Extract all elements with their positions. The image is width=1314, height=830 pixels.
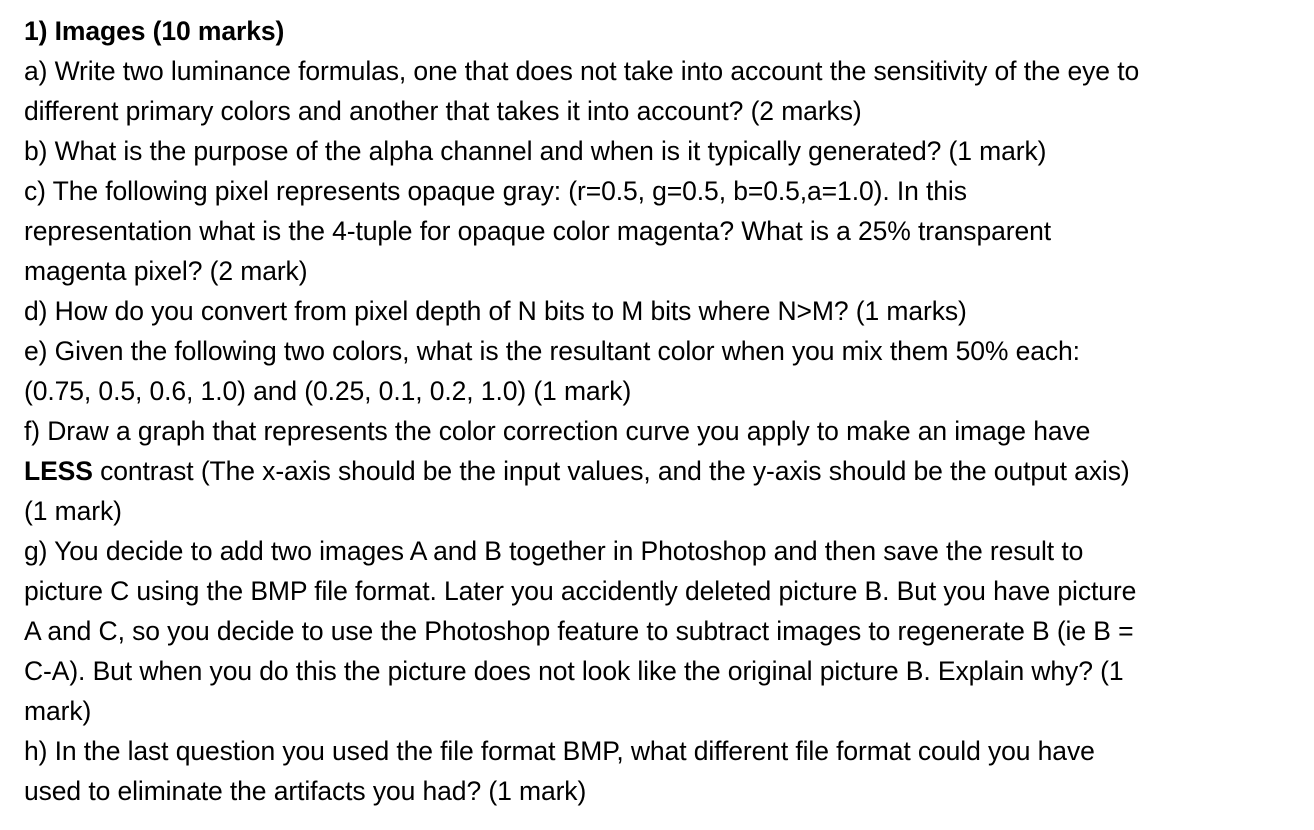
question-b	[24, 131, 1294, 171]
question-f	[24, 411, 1294, 531]
question-h	[24, 731, 1294, 811]
question-e-line-1: e) Given the following two colors, what is the resultant color when you mix them 50% each:	[24, 336, 1080, 366]
question-g-line-5: mark)	[24, 696, 92, 726]
question-f-line-3: (1 mark)	[24, 496, 122, 526]
question-d-line-1: d) How do you convert from pixel depth of N bits to M bits where N>M? (1 marks)	[24, 296, 967, 326]
section-heading: 1) Images (10 marks)	[24, 16, 285, 46]
question-a-line-2: different primary colors and another that takes it into account? (2 marks)	[24, 96, 862, 126]
question-h-line-2: used to eliminate the artifacts you had? (1 mark)	[24, 776, 587, 806]
question-e-line-2: (0.75, 0.5, 0.6, 1.0) and (0.25, 0.1, 0.2, 1.0) (1 mark)	[24, 376, 632, 406]
question-c-line-3: magenta pixel? (2 mark)	[24, 256, 308, 286]
question-g	[24, 531, 1294, 731]
question-h-line-1: h) In the last question you used the file format BMP, what different file format could you have	[24, 736, 1095, 766]
question-a-line-1: a) Write two luminance formulas, one that does not take into account the sensitivity of the eye to	[24, 56, 1140, 86]
question-d	[24, 291, 1294, 331]
question-c-line-2: representation what is the 4-tuple for opaque color magenta? What is a 25% transparent	[24, 216, 1051, 246]
question-g-line-1: g) You decide to add two images A and B together in Photoshop and then save the result to	[24, 536, 1084, 566]
question-c	[24, 171, 1294, 291]
question-e	[24, 331, 1294, 411]
question-g-line-4: C-A). But when you do this the picture does not look like the original picture B. Explain why? (1	[24, 656, 1124, 686]
emphasis-less: LESS	[24, 456, 93, 486]
question-a	[24, 51, 1294, 131]
question-b-line-1: b) What is the purpose of the alpha channel and when is it typically generated? (1 mark)	[24, 136, 1047, 166]
question-f-line-1: f) Draw a graph that represents the color correction curve you apply to make an image have	[24, 416, 1091, 446]
question-f-line-2-rest: contrast (The x-axis should be the input values, and the y-axis should be the output axis)	[92, 456, 1130, 486]
question-f-line-2	[24, 451, 1294, 491]
question-g-line-3: A and C, so you decide to use the Photoshop feature to subtract images to regenerate B (ie B =	[24, 616, 1134, 646]
question-c-line-1: c) The following pixel represents opaque gray: (r=0.5, g=0.5, b=0.5,a=1.0). In this	[24, 176, 967, 206]
question-g-line-2: picture C using the BMP file format. Later you accidently deleted picture B. But you have picture	[24, 576, 1137, 606]
